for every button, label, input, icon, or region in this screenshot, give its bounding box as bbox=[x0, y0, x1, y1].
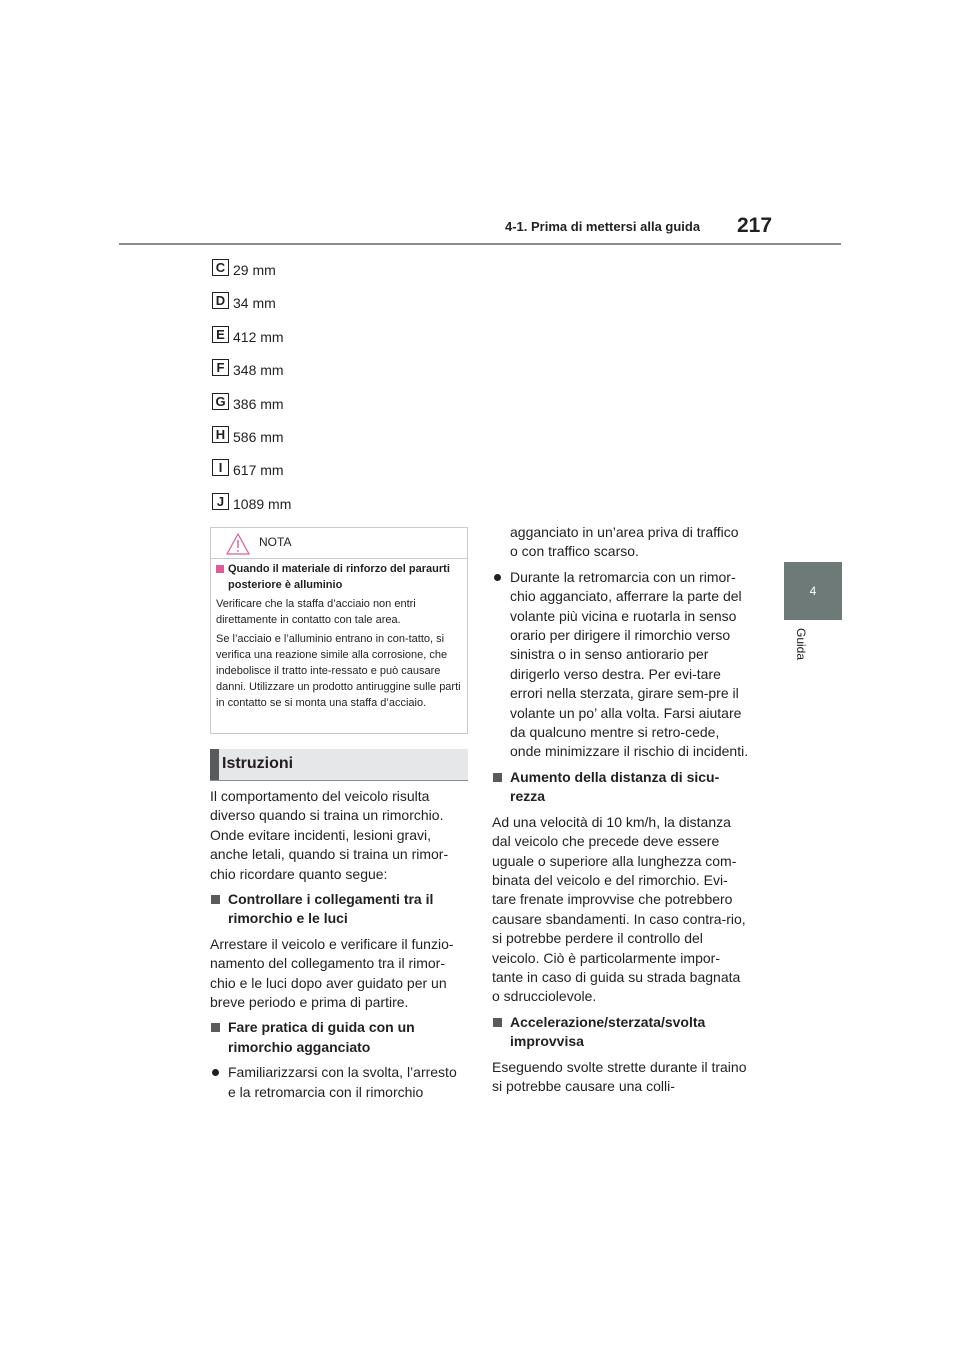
note-body bbox=[216, 561, 461, 714]
chapter-number: 4 bbox=[809, 584, 817, 598]
dimension-value: 348 mm bbox=[233, 362, 284, 379]
square-bullet-icon bbox=[493, 773, 502, 782]
dimension-letter: G bbox=[212, 393, 229, 410]
subheading bbox=[492, 1013, 750, 1052]
chapter-label: Guida bbox=[794, 628, 808, 661]
dimension-value: 29 mm bbox=[233, 262, 276, 278]
subheading bbox=[210, 1018, 468, 1057]
note-box bbox=[210, 527, 468, 734]
section-title: Istruzioni bbox=[222, 755, 294, 772]
section-heading: 4-1. Prima di mettersi alla guida bbox=[505, 219, 701, 234]
bullet-item bbox=[210, 1063, 468, 1102]
note-subheading-text: Quando il materiale di rinforzo del paraurti posteriore è alluminio bbox=[228, 563, 450, 591]
pink-square-icon bbox=[216, 565, 224, 573]
round-bullet-icon bbox=[212, 1069, 219, 1076]
subheading-text: Fare pratica di guida con un rimorchio agganciato bbox=[228, 1019, 415, 1055]
subheading-text: Controllare i collegamenti tra il rimorchio e le luci bbox=[228, 891, 434, 927]
banner-accent bbox=[210, 749, 219, 780]
note-subheading bbox=[216, 561, 461, 593]
dimension-letter: I bbox=[212, 459, 229, 476]
paragraph: Eseguendo svolte strette durante il traino si potrebbe causare una colli- bbox=[492, 1058, 747, 1094]
note-header bbox=[211, 528, 467, 559]
dimension-letter: E bbox=[212, 326, 229, 343]
bullet-continuation: agganciato in un’area priva di traffico o con traffico scarso. bbox=[510, 524, 739, 560]
dimension-letter: H bbox=[212, 426, 229, 443]
intro-paragraph: Il comportamento del veicolo risulta diverso quando si traina un rimorchio. Onde evitare incidenti, lesioni gravi, anche letali, quando si traina un rimor-chio ricordare quanto segue: bbox=[210, 788, 449, 882]
dimension-letter: C bbox=[212, 259, 229, 276]
paragraph: Ad una velocità di 10 km/h, la distanza dal veicolo che precede deve essere uguale o superiore alla lunghezza com-binata del veicolo e del rimorchio. Evi-tare frenate improvvise che potrebbero causare sbandamenti. In caso contra-rio, si potrebbe perdere il controllo del veicolo. Ciò è particolarmente impor-tante in caso di guida su strada bagnata o sdrucciolevole. bbox=[492, 813, 746, 1005]
page-number: 217 bbox=[737, 214, 773, 237]
chapter-tab bbox=[784, 562, 842, 620]
bullet-text: Durante la retromarcia con un rimor-chio agganciato, afferrare la parte del volante più vicina e ruotarla in senso orario per dirigere il rimorchio verso sinistra o in senso antiorario per dirigerlo verso destra. Per evi-tare errori nella sterzata, girare sem-pre il volante un po’ alla volta. Farsi aiutare da qualcuno mentre si retro-cede, onde minimizzare il rischio di incidenti. bbox=[510, 568, 749, 760]
paragraph: Arrestare il veicolo e verificare il funzio-namento del collegamento tra il rimor-chio e le luci dopo aver guidato per un breve periodo e prima di partire. bbox=[210, 935, 454, 1011]
section-banner bbox=[210, 749, 468, 781]
text-column-right bbox=[492, 523, 750, 1102]
square-bullet-icon bbox=[211, 1023, 220, 1032]
note-title: NOTA bbox=[259, 535, 292, 549]
dimension-letter: F bbox=[212, 359, 229, 376]
bullet-text: Familiarizzarsi con la svolta, l’arresto e la retromarcia con il rimorchio bbox=[228, 1064, 457, 1100]
square-bullet-icon bbox=[211, 895, 220, 904]
note-paragraph: Verificare che la staffa d’acciaio non entri direttamente in contatto con tale area. bbox=[216, 598, 416, 626]
text-column-left bbox=[210, 787, 468, 1108]
dimension-value: 34 mm bbox=[233, 295, 276, 312]
dimension-value: 386 mm bbox=[233, 395, 284, 412]
subheading-text: Aumento della distanza di sicu-rezza bbox=[510, 768, 720, 805]
header-divider bbox=[119, 243, 841, 245]
warning-triangle-icon bbox=[225, 532, 251, 556]
dimension-value: 1089 mm bbox=[233, 495, 292, 512]
note-paragraph: Se l’acciaio e l’alluminio entrano in con-tatto, si verifica una reazione simile alla corrosione, che indebolisce il tratto inte-ressato e può causare danni. Utilizzare un prodotto antiruggine sulle parti in contatto se si monta una staffa d’acciaio. bbox=[216, 633, 461, 709]
bullet-item bbox=[492, 568, 750, 762]
subheading bbox=[210, 890, 468, 929]
dimension-value: 412 mm bbox=[233, 328, 284, 345]
dimension-value: 586 mm bbox=[233, 428, 284, 445]
dimension-value: 617 mm bbox=[233, 462, 284, 479]
subheading-text: Accelerazione/sterzata/svolta improvvisa bbox=[510, 1013, 706, 1050]
round-bullet-icon bbox=[494, 574, 501, 581]
dimension-letter: J bbox=[212, 493, 229, 510]
square-bullet-icon bbox=[493, 1018, 502, 1027]
dimension-letter: D bbox=[212, 292, 229, 309]
subheading bbox=[492, 768, 750, 807]
